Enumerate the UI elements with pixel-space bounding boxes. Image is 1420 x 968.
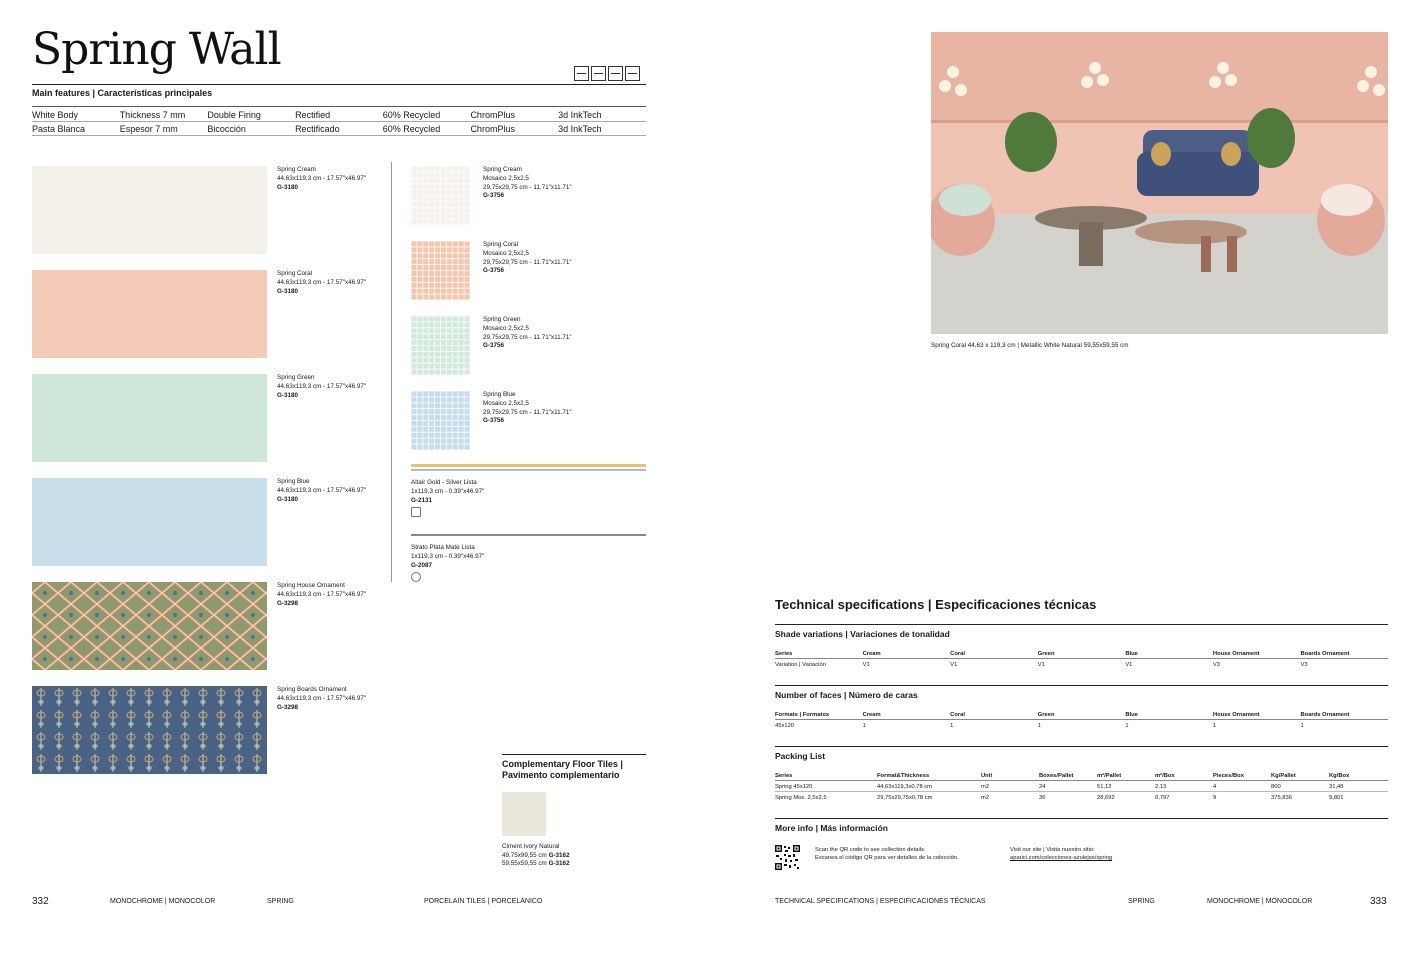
- table-header-cell: Blue: [1125, 650, 1138, 657]
- qr-text-en: Scan the QR code to see collection details.: [815, 847, 926, 853]
- mosaic-swatch-cream: [411, 166, 470, 225]
- floor-size: 59,55x59,55 cm: [502, 860, 547, 868]
- table-cell: V3: [1212, 662, 1220, 668]
- table-cell: 4: [1213, 783, 1217, 790]
- mosaic-size: 29,75x29,75 cm - 11.71"x11.71": [483, 408, 572, 416]
- table-cell: Variation | Variación: [775, 662, 826, 668]
- footer-series: SPRING: [267, 898, 294, 905]
- floor-caption: [502, 843, 570, 869]
- mosaic-swatch-blue: [411, 391, 470, 450]
- feature-item: ChromPlus: [470, 110, 515, 120]
- table-cell: 1: [1037, 723, 1041, 729]
- floor-title: [502, 759, 623, 781]
- feature-item: Bicocción: [207, 124, 246, 134]
- table-cell: 0,797: [1155, 795, 1170, 801]
- table-cell: V3: [1300, 662, 1308, 668]
- tile-name: Spring Blue: [277, 478, 310, 485]
- table-cell: V1: [950, 662, 958, 668]
- mosaic-format: Mosaico 2,5x2,5: [483, 324, 529, 332]
- section-divider: [775, 685, 1388, 686]
- table-cell: V1: [1037, 662, 1045, 668]
- feature-item: Rectified: [295, 110, 331, 120]
- tile-swatch-house-ornament: [32, 582, 267, 670]
- tile-caption: [277, 582, 366, 608]
- tile-caption: [277, 374, 366, 400]
- table-cell: 36: [1039, 795, 1046, 801]
- table-cell: V1: [1125, 662, 1133, 668]
- table-header-cell: m²/Pallet: [1097, 772, 1122, 779]
- mosaic-format: Mosaico 2,5x2,5: [483, 174, 529, 182]
- mosaic-caption: [483, 391, 572, 426]
- lista-format-icon: [411, 507, 421, 517]
- website-info: [1010, 846, 1112, 862]
- visit-label: Visit our site | Visita nuestro sitio:: [1010, 847, 1095, 853]
- feature-item: White Body: [32, 110, 79, 120]
- mosaic-swatch-coral: [411, 241, 470, 300]
- shade-heading: Shade variations | Variaciones de tonalidad: [775, 629, 950, 639]
- qr-text-es: Escanea el código QR para ver detalles de la colección.: [815, 855, 959, 861]
- lista-name: Strato Plata Mate Lista: [411, 544, 475, 551]
- table-header-cell: Kg/Box: [1329, 772, 1350, 779]
- tile-size: 44,63x119,3 cm - 17.57"x46.97": [277, 694, 367, 702]
- floor-name: Ciment Ivory Natural: [502, 843, 560, 850]
- features-row-es: [32, 124, 646, 134]
- table-row: [775, 782, 1388, 792]
- tile-name: Spring Cream: [277, 166, 316, 173]
- table-header-cell: Coral: [950, 650, 965, 657]
- table-cell: V1: [862, 662, 870, 668]
- table-cell: 31,48: [1329, 783, 1344, 790]
- tile-swatch-blue: [32, 478, 267, 566]
- lista-code: G-2087: [411, 561, 433, 569]
- mosaic-format: Mosaico 2,5x2,5: [483, 249, 529, 257]
- mosaic-name: Spring Cream: [483, 166, 522, 173]
- page-title: Spring Wall: [32, 24, 281, 75]
- floor-swatch: [502, 792, 546, 836]
- table-header-cell: Boxes/Pallet: [1039, 772, 1074, 779]
- tile-swatch-boards-ornament: [32, 686, 267, 774]
- shade-header-row: [775, 649, 1388, 659]
- tile-name: Spring Green: [277, 374, 315, 381]
- grid-icon: [608, 66, 623, 81]
- table-cell: 9: [1213, 795, 1217, 801]
- table-cell: 1: [950, 723, 954, 729]
- tile-caption: [277, 478, 366, 504]
- mosaic-code: G-3756: [483, 192, 505, 200]
- tile-name: Spring Boards Ornament: [277, 686, 347, 693]
- mosaic-name: Spring Coral: [483, 241, 518, 248]
- table-header-cell: House Ornament: [1212, 711, 1260, 718]
- tile-code: G-3298: [277, 703, 299, 711]
- table-header-cell: Boards Ornament: [1300, 650, 1350, 657]
- mosaic-caption: [483, 241, 572, 276]
- table-header-cell: Green: [1037, 650, 1055, 657]
- more-info-heading: More info | Más información: [775, 823, 888, 833]
- rectified-icon: [574, 66, 589, 81]
- tile-swatch-coral: [32, 270, 267, 358]
- mosaic-size: 29,75x29,75 cm - 11.71"x11.71": [483, 258, 572, 266]
- table-header-cell: Unit: [981, 772, 993, 779]
- page-number-left: 332: [32, 896, 49, 907]
- mosaic-swatch-green: [411, 316, 470, 375]
- tile-swatch-green: [32, 374, 267, 462]
- table-cell: 51,12: [1097, 783, 1112, 790]
- feature-item: 60% Recycled: [382, 110, 441, 120]
- qr-code-icon[interactable]: [775, 845, 800, 870]
- table-cell: 1: [1300, 723, 1304, 729]
- tile-size: 44,63x119,3 cm - 17.57"x46.97": [277, 382, 367, 390]
- features-bottom-divider: [32, 135, 646, 136]
- features-heading: Main features | Características principales: [32, 88, 213, 98]
- packing-heading: Packing List: [775, 751, 826, 761]
- table-cell: 24: [1039, 783, 1046, 790]
- lista-swatch-plata: [411, 534, 646, 536]
- mosaic-format: Mosaico 2,5x2,5: [483, 399, 529, 407]
- mosaic-size: 29,75x29,75 cm - 11.71"x11.71": [483, 333, 572, 341]
- table-cell: 44,63x119,3x0,78 cm: [877, 783, 932, 790]
- lista-caption: [411, 544, 484, 582]
- footer-series: SPRING: [1128, 898, 1155, 905]
- footer-type: PORCELAIN TILES | PORCELANICO: [424, 898, 543, 905]
- table-header-cell: Boards Ornament: [1300, 711, 1350, 718]
- floor-size: 49,75x99,55 cm: [502, 851, 547, 859]
- lista-name: Altair Gold - Silver Lista: [411, 479, 477, 486]
- wave-icon: [591, 66, 606, 81]
- table-header-cell: Series: [775, 772, 793, 779]
- feature-item: Rectificado: [295, 124, 340, 134]
- feature-item: 3d InkTech: [558, 124, 602, 134]
- lista-code: G-2131: [411, 496, 433, 504]
- table-header-cell: Cream: [862, 650, 881, 657]
- table-header-cell: Coral: [950, 711, 965, 718]
- table-cell: 45x120: [775, 723, 795, 729]
- table-cell: 375,836: [1271, 795, 1292, 801]
- shade-row: [775, 660, 1388, 670]
- features-divider: [32, 106, 646, 107]
- section-divider: [775, 624, 1388, 625]
- mosaic-name: Spring Blue: [483, 391, 516, 398]
- tile-size: 44,63x119,3 cm - 17.57"x46.97": [277, 174, 367, 182]
- table-header-cell: Green: [1037, 711, 1055, 718]
- table-header-cell: Blue: [1125, 711, 1138, 718]
- floor-code: G-3162: [548, 851, 570, 859]
- floor-divider: [502, 754, 646, 755]
- collection-link[interactable]: aparici.com/colecciones-azulejos/spring: [1010, 855, 1113, 861]
- mosaic-caption: [483, 166, 572, 201]
- room-photo: [931, 32, 1388, 334]
- tile-size: 44,63x119,3 cm - 17.57"x46.97": [277, 486, 367, 494]
- table-cell: 1: [862, 723, 866, 729]
- photo-caption: Spring Coral 44,63 x 119,3 cm | Metallic White Natural 59,55x59,55 cm: [931, 342, 1129, 349]
- lista-caption: [411, 479, 484, 517]
- tile-caption: [277, 166, 366, 192]
- table-header-cell: Kg/Pallet: [1271, 772, 1296, 779]
- feature-item: Double Firing: [207, 110, 261, 120]
- features-row-divider: [32, 121, 646, 122]
- section-divider: [775, 746, 1388, 747]
- tile-size: 44,63x119,3 cm - 17.57"x46.97": [277, 590, 367, 598]
- lista-size: 1x119,3 cm - 0.39"x46.97": [411, 487, 485, 495]
- lista-swatch-gold: [411, 464, 646, 467]
- mosaic-name: Spring Green: [483, 316, 521, 323]
- faces-header-row: [775, 710, 1388, 720]
- tile-code: G-3180: [277, 391, 299, 399]
- footer-category: MONOCHROME | MONOCOLOR: [1207, 898, 1313, 905]
- table-header-cell: House Ornament: [1212, 650, 1260, 657]
- feature-item: 3d InkTech: [558, 110, 602, 120]
- feature-icons: [574, 66, 640, 81]
- mosaic-caption: [483, 316, 572, 351]
- tile-code: G-3180: [277, 183, 299, 191]
- tile-name: Spring House Ornament: [277, 582, 345, 589]
- table-cell: 1: [1212, 723, 1217, 729]
- footer-category: MONOCHROME | MONOCOLOR: [110, 898, 216, 905]
- feature-item: Pasta Blanca: [32, 124, 86, 134]
- tile-code: G-3180: [277, 287, 299, 295]
- mosaic-size: 29,75x29,75 cm - 11.71"x11.71": [483, 183, 572, 191]
- tile-code: G-3298: [277, 599, 299, 607]
- qr-instructions: [815, 846, 959, 862]
- table-header-cell: Formats | Formatos: [775, 711, 830, 718]
- mosaic-code: G-3756: [483, 342, 505, 350]
- lista-size: 1x119,3 cm - 0.39"x46.97": [411, 552, 485, 560]
- title-divider: [32, 84, 646, 85]
- table-cell: m2: [981, 795, 990, 801]
- floor-title-es: Pavimento complementario: [502, 770, 620, 780]
- table-cell: 800: [1271, 783, 1281, 790]
- tile-caption: [277, 270, 366, 296]
- specs-title: Technical specifications | Especificaciones técnicas: [775, 597, 1097, 612]
- tile-name: Spring Coral: [277, 270, 312, 277]
- table-cell: Spring 45x120: [775, 783, 813, 790]
- section-divider: [775, 818, 1388, 819]
- feature-item: Thickness 7 mm: [119, 110, 186, 120]
- table-cell: 1: [1125, 723, 1129, 729]
- floor-title-en: Complementary Floor Tiles |: [502, 759, 623, 769]
- tile-swatch-cream: [32, 166, 267, 254]
- table-header-cell: Pieces/Box: [1213, 772, 1244, 779]
- table-row: [775, 793, 1388, 803]
- mosaic-code: G-3756: [483, 417, 505, 425]
- tile-size: 44,63x119,3 cm - 17.57"x46.97": [277, 278, 367, 286]
- packing-header-row: [775, 771, 1388, 781]
- table-cell: 2,13: [1155, 783, 1167, 790]
- table-cell: Spring Mos. 2,5x2,5: [775, 795, 827, 801]
- table-header-cell: Cream: [862, 711, 881, 718]
- table-cell: 28,692: [1097, 795, 1115, 801]
- faces-row: [775, 721, 1388, 731]
- features-row-en: [32, 110, 646, 120]
- table-header-cell: Series: [775, 650, 793, 657]
- lista-format-icon: [411, 572, 421, 582]
- table-cell: 9,801: [1329, 795, 1344, 801]
- footer-section: TECHNICAL SPECIFICATIONS | ESPECIFICACIONES TÉCNICAS: [775, 898, 986, 905]
- table-cell: 29,75x29,75x0,78 cm: [877, 795, 933, 801]
- page-number-right: 333: [1370, 896, 1387, 907]
- feature-item: Espesor 7 mm: [119, 124, 178, 134]
- floor-code: G-3162: [548, 860, 570, 868]
- table-header-cell: m²/Box: [1155, 772, 1175, 779]
- feature-item: 60% Recycled: [382, 124, 441, 134]
- lista-swatch-silver: [411, 469, 646, 471]
- tile-code: G-3180: [277, 495, 299, 503]
- mosaic-code: G-3756: [483, 267, 505, 275]
- faces-heading: Number of faces | Número de caras: [775, 690, 918, 700]
- feature-item: ChromPlus: [470, 124, 515, 134]
- tile-caption: [277, 686, 366, 712]
- table-header-cell: Format&Thickness: [877, 772, 930, 779]
- inktech-icon: [625, 66, 640, 81]
- column-divider: [391, 162, 392, 582]
- table-cell: m2: [981, 783, 990, 790]
